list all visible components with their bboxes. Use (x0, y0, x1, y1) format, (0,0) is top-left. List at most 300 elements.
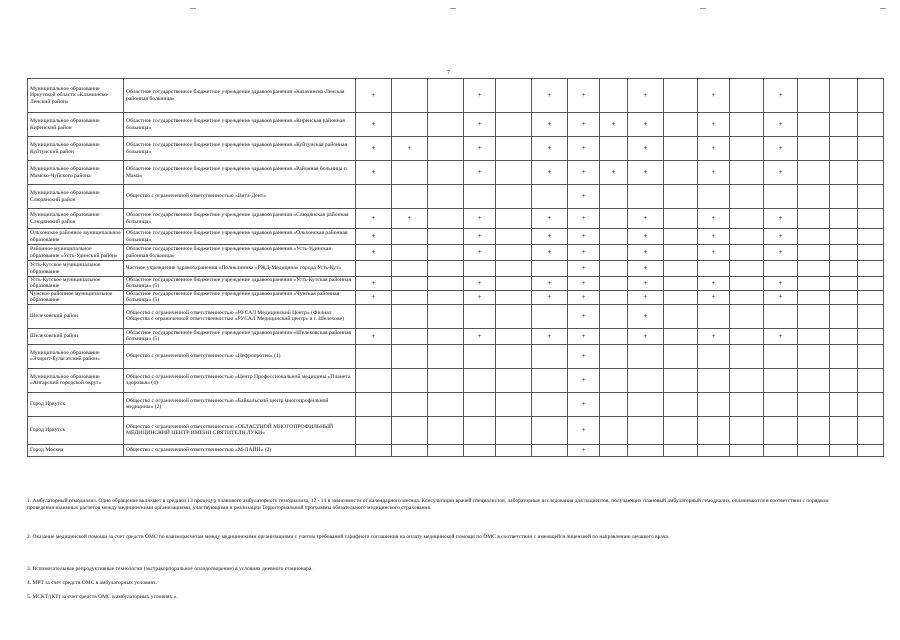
mark-cell: + (764, 245, 798, 261)
mark-cell (496, 304, 532, 328)
organization-cell: Областное государственное бюджетное учреждение здравоохранения «Слюдянская районная больница» (124, 209, 356, 229)
mark-cell: + (532, 277, 568, 291)
mark-cell (830, 290, 858, 304)
mark-cell: + (698, 79, 730, 113)
mark-cell (798, 229, 830, 245)
mark-cell (600, 137, 628, 161)
mark-cell (830, 161, 858, 185)
mark-cell (830, 209, 858, 229)
mark-cell (356, 444, 392, 456)
mark-cell (356, 416, 392, 444)
mark-cell (798, 344, 830, 368)
mark-cell (532, 185, 568, 209)
mark-cell (798, 137, 830, 161)
mark-cell (600, 304, 628, 328)
mark-cell (392, 277, 428, 291)
table-row (28, 277, 884, 291)
mark-cell (628, 368, 664, 392)
mark-cell (600, 344, 628, 368)
mark-cell: + (464, 245, 496, 261)
mark-cell (428, 344, 464, 368)
area-cell: Муниципальное образование Мамско-Чуйского района (28, 161, 124, 185)
mark-cell: + (568, 113, 600, 137)
mark-cell: + (600, 161, 628, 185)
organization-cell: Областное государственное бюджетное учреждение здравоохранения «Куйтунская районная больница» (124, 137, 356, 161)
mark-cell (858, 261, 884, 277)
mark-cell (664, 416, 698, 444)
organization-cell: Общество с ограниченной ответственностью «Нефропротек» (1) (124, 344, 356, 368)
scan-mark (700, 8, 706, 9)
mark-cell: + (356, 277, 392, 291)
mark-cell (664, 209, 698, 229)
mark-cell (664, 229, 698, 245)
mark-cell (798, 245, 830, 261)
mark-cell (730, 416, 764, 444)
mark-cell (600, 79, 628, 113)
mark-cell (730, 113, 764, 137)
mark-cell (532, 416, 568, 444)
mark-cell: + (356, 229, 392, 245)
mark-cell (428, 290, 464, 304)
mark-cell (830, 368, 858, 392)
mark-cell (764, 416, 798, 444)
area-cell: Муниципальное образование Киренский район (28, 113, 124, 137)
mark-cell: + (628, 229, 664, 245)
mark-cell: + (764, 277, 798, 291)
mark-cell: + (532, 209, 568, 229)
organization-cell: Областное государственное бюджетное учреждение здравоохранения «Шелеховская районная больница» (5) (124, 328, 356, 344)
mark-cell (600, 185, 628, 209)
mark-cell (356, 344, 392, 368)
mark-cell (392, 368, 428, 392)
organization-cell: Областное государственное бюджетное учреждение здравоохранения «Казачинско-Ленская районная больница» (124, 79, 356, 113)
mark-cell (496, 416, 532, 444)
mark-cell (698, 344, 730, 368)
scan-mark (450, 8, 456, 9)
mark-cell (496, 368, 532, 392)
mark-cell (600, 245, 628, 261)
mark-cell: + (698, 290, 730, 304)
mark-cell: + (568, 185, 600, 209)
mark-cell (730, 245, 764, 261)
mark-cell (798, 277, 830, 291)
mark-cell (664, 185, 698, 209)
mark-cell (730, 444, 764, 456)
mark-cell (428, 392, 464, 416)
mark-cell (698, 392, 730, 416)
mark-cell (356, 392, 392, 416)
area-cell: Муниципальное образование «Эхирит-Булагатский район» (28, 344, 124, 368)
mark-cell (664, 344, 698, 368)
mark-cell (798, 79, 830, 113)
mark-cell (496, 245, 532, 261)
mark-cell (600, 277, 628, 291)
mark-cell: + (532, 290, 568, 304)
mark-cell: + (568, 209, 600, 229)
mark-cell (858, 209, 884, 229)
mark-cell (664, 245, 698, 261)
mark-cell (798, 392, 830, 416)
mark-cell: + (698, 229, 730, 245)
mark-cell (858, 290, 884, 304)
mark-cell (798, 161, 830, 185)
mark-cell (392, 416, 428, 444)
mark-cell (464, 416, 496, 444)
mark-cell (428, 277, 464, 291)
mark-cell (858, 137, 884, 161)
mark-cell (600, 368, 628, 392)
mark-cell (464, 444, 496, 456)
organization-cell: Частное учреждение здравоохранения «Поликлиника «РЖД-Медицина» города Усть-Кут» (124, 261, 356, 277)
mark-cell (428, 185, 464, 209)
mark-cell: + (628, 277, 664, 291)
mark-cell (392, 290, 428, 304)
mark-cell (496, 161, 532, 185)
mark-cell (830, 113, 858, 137)
mark-cell: + (628, 137, 664, 161)
mark-cell: + (764, 229, 798, 245)
mark-cell: + (568, 328, 600, 344)
mark-cell (428, 416, 464, 444)
mark-cell (798, 290, 830, 304)
mark-cell (600, 444, 628, 456)
mark-cell: + (698, 277, 730, 291)
mark-cell (730, 209, 764, 229)
mark-cell (798, 444, 830, 456)
mark-cell (830, 185, 858, 209)
mark-cell (698, 304, 730, 328)
mark-cell: + (600, 113, 628, 137)
mark-cell (858, 245, 884, 261)
table-row (28, 444, 884, 456)
mark-cell (858, 113, 884, 137)
mark-cell: + (356, 245, 392, 261)
footnote: 3. Вспомогательные репродуктивные технологии (экстракорпоральное оплодотворение) в условиях дневного стационара. (27, 566, 313, 572)
mark-cell (496, 229, 532, 245)
mark-cell (830, 444, 858, 456)
mark-cell (798, 185, 830, 209)
mark-cell (532, 368, 568, 392)
mark-cell (356, 304, 392, 328)
mark-cell (730, 392, 764, 416)
mark-cell (858, 416, 884, 444)
mark-cell (798, 368, 830, 392)
mark-cell (830, 261, 858, 277)
mark-cell (664, 261, 698, 277)
mark-cell: + (532, 328, 568, 344)
mark-cell: + (628, 161, 664, 185)
mark-cell (730, 290, 764, 304)
mark-cell (858, 304, 884, 328)
mark-cell (356, 185, 392, 209)
mark-cell: + (628, 304, 664, 328)
mark-cell (664, 304, 698, 328)
mark-cell (628, 416, 664, 444)
mark-cell (858, 229, 884, 245)
organization-cell: Общество с ограниченной ответственностью «Байкальский центр многопрофильной медицины» (2) (124, 392, 356, 416)
mark-cell: + (764, 137, 798, 161)
mark-cell (428, 113, 464, 137)
mark-cell: + (698, 245, 730, 261)
mark-cell (496, 79, 532, 113)
mark-cell (392, 444, 428, 456)
mark-cell (496, 113, 532, 137)
area-cell: Чунское районное муниципальное образование (28, 290, 124, 304)
mark-cell: + (356, 290, 392, 304)
area-cell: Усть-Кутское муниципальное образование (28, 277, 124, 291)
mark-cell (858, 185, 884, 209)
mark-cell (392, 261, 428, 277)
mark-cell: + (628, 209, 664, 229)
mark-cell (664, 277, 698, 291)
organization-cell: Общество с ограниченной ответственностью «Вита-Дент» (124, 185, 356, 209)
mark-cell (730, 185, 764, 209)
table-row (28, 185, 884, 209)
mark-cell (428, 79, 464, 113)
mark-cell (698, 368, 730, 392)
mark-cell (830, 229, 858, 245)
mark-cell: + (568, 161, 600, 185)
mark-cell (392, 344, 428, 368)
mark-cell (392, 185, 428, 209)
organization-cell: Общество с ограниченной ответственностью «Центр Профессиональной медицины «Планета здоровья» (4) (124, 368, 356, 392)
mark-cell (858, 79, 884, 113)
mark-cell: + (568, 137, 600, 161)
mark-cell: + (628, 113, 664, 137)
mark-cell: + (356, 209, 392, 229)
mark-cell (858, 392, 884, 416)
mark-cell: + (568, 392, 600, 416)
mark-cell: + (568, 229, 600, 245)
mark-cell (730, 261, 764, 277)
mark-cell (798, 209, 830, 229)
table-row (28, 229, 884, 245)
mark-cell (764, 304, 798, 328)
table-row (28, 209, 884, 229)
mark-cell (730, 368, 764, 392)
mark-cell: + (356, 113, 392, 137)
table-row (28, 245, 884, 261)
mark-cell: + (568, 444, 600, 456)
mark-cell (532, 344, 568, 368)
mark-cell (798, 416, 830, 444)
area-cell: Город Москва (28, 444, 124, 456)
mark-cell: + (568, 368, 600, 392)
mark-cell: + (568, 79, 600, 113)
mark-cell (664, 368, 698, 392)
table-row (28, 79, 884, 113)
mark-cell (532, 304, 568, 328)
mark-cell: + (464, 113, 496, 137)
area-cell: Муниципальное образование Слюдянский район (28, 185, 124, 209)
mark-cell (464, 261, 496, 277)
mark-cell (428, 328, 464, 344)
table-row (28, 113, 884, 137)
mark-cell (730, 161, 764, 185)
mark-cell (830, 245, 858, 261)
mark-cell (628, 444, 664, 456)
mark-cell: + (698, 113, 730, 137)
mark-cell: + (532, 229, 568, 245)
mark-cell: + (464, 137, 496, 161)
mark-cell: + (464, 229, 496, 245)
area-cell: Город Иркутск (28, 416, 124, 444)
mark-cell (496, 344, 532, 368)
mark-cell (664, 161, 698, 185)
mark-cell (764, 368, 798, 392)
mark-cell: + (356, 161, 392, 185)
mark-cell (664, 444, 698, 456)
mark-cell (392, 79, 428, 113)
mark-cell (464, 185, 496, 209)
mark-cell: + (764, 79, 798, 113)
table-row (28, 304, 884, 328)
mark-cell (532, 392, 568, 416)
area-cell: Муниципальное образование Слюдянский район (28, 209, 124, 229)
mark-cell (428, 245, 464, 261)
mark-cell (664, 392, 698, 416)
footnote: 4. МРТ за счет средств ОМС в амбулаторных условиях. (27, 580, 158, 586)
mark-cell (664, 328, 698, 344)
mark-cell (830, 344, 858, 368)
area-cell: Ольхонское районное муниципальное образование (28, 229, 124, 245)
footnote: 5. МСКТ/(КТ) за счет средств ОМС в амбулаторных условиях.». (27, 594, 178, 600)
mark-cell (600, 290, 628, 304)
table-row (28, 328, 884, 344)
mark-cell (830, 79, 858, 113)
mark-cell: + (568, 304, 600, 328)
mark-cell (532, 261, 568, 277)
mark-cell: + (532, 113, 568, 137)
mark-cell (628, 344, 664, 368)
mark-cell: + (532, 245, 568, 261)
mark-cell (798, 328, 830, 344)
table-row (28, 344, 884, 368)
organizations-table (27, 78, 884, 457)
mark-cell (628, 392, 664, 416)
mark-cell (730, 137, 764, 161)
organization-cell: Областное государственное бюджетное учреждение здравоохранения «Усть-Удинская районная больница» (124, 245, 356, 261)
mark-cell (600, 209, 628, 229)
mark-cell (356, 368, 392, 392)
mark-cell (628, 185, 664, 209)
mark-cell (496, 277, 532, 291)
organization-cell: Областное государственное бюджетное учреждение здравоохранения «Районная больница п. Мама» (124, 161, 356, 185)
mark-cell (764, 344, 798, 368)
mark-cell (600, 229, 628, 245)
table-row (28, 261, 884, 277)
mark-cell (428, 304, 464, 328)
area-cell: Районное муниципальное образование «Усть-Удинский район» (28, 245, 124, 261)
mark-cell (730, 328, 764, 344)
mark-cell (664, 290, 698, 304)
mark-cell (392, 304, 428, 328)
mark-cell (428, 444, 464, 456)
mark-cell: + (464, 209, 496, 229)
mark-cell (858, 328, 884, 344)
mark-cell: + (698, 161, 730, 185)
mark-cell (858, 444, 884, 456)
mark-cell: + (464, 328, 496, 344)
mark-cell (730, 79, 764, 113)
mark-cell (496, 328, 532, 344)
table-row (28, 392, 884, 416)
mark-cell (764, 444, 798, 456)
mark-cell: + (392, 137, 428, 161)
area-cell: Шелеховский район (28, 328, 124, 344)
mark-cell (464, 304, 496, 328)
mark-cell (464, 368, 496, 392)
area-cell: Муниципальное образование Куйтунский район (28, 137, 124, 161)
organization-cell: Общество с ограниченной ответственностью «РУСАЛ Медицинский Центр» (Филиал Общества с ограниченной ответственностью «РУСАЛ Медицинский центр» в г. Шелехове) (124, 304, 356, 328)
mark-cell: + (764, 290, 798, 304)
mark-cell (428, 229, 464, 245)
mark-cell (356, 261, 392, 277)
mark-cell (830, 328, 858, 344)
mark-cell (392, 245, 428, 261)
area-cell: Город Иркутск (28, 392, 124, 416)
mark-cell (464, 392, 496, 416)
mark-cell (798, 261, 830, 277)
table-row (28, 416, 884, 444)
mark-cell (764, 392, 798, 416)
mark-cell: + (532, 79, 568, 113)
mark-cell (858, 161, 884, 185)
mark-cell (664, 113, 698, 137)
mark-cell (664, 79, 698, 113)
mark-cell (698, 444, 730, 456)
mark-cell (698, 261, 730, 277)
mark-cell (830, 304, 858, 328)
mark-cell: + (568, 245, 600, 261)
mark-cell (830, 137, 858, 161)
page-number: 7 (447, 70, 450, 76)
organization-cell: Областное государственное бюджетное учреждение здравоохранения «Ольхонская районная больница» (124, 229, 356, 245)
organization-cell: Общество с ограниченной ответственностью «М-ЛАЙН» (2) (124, 444, 356, 456)
mark-cell (392, 229, 428, 245)
mark-cell: + (764, 113, 798, 137)
mark-cell (428, 137, 464, 161)
mark-cell (496, 392, 532, 416)
mark-cell: + (568, 277, 600, 291)
mark-cell (428, 209, 464, 229)
organization-cell: Областное государственное бюджетное учреждение здравоохранения «Усть-Кутская районная больница» (5) (124, 277, 356, 291)
mark-cell: + (698, 137, 730, 161)
mark-cell: + (532, 137, 568, 161)
mark-cell: + (628, 79, 664, 113)
mark-cell (600, 392, 628, 416)
mark-cell: + (764, 209, 798, 229)
mark-cell: + (628, 245, 664, 261)
organization-cell: Областное государственное бюджетное учреждение здравоохранения «Киренская районная больница» (124, 113, 356, 137)
mark-cell: + (356, 328, 392, 344)
footnote: 2. Оказание медицинской помощи за счет средств ОМС по взаиморасчетам между медицинскими организациями с учетом требований тарифного соглашения на оплату медицинской помощи по ОМС в соответствии с имеющейся лицензией по направлению лечащего врача. (27, 534, 670, 540)
mark-cell: + (628, 261, 664, 277)
table-row (28, 137, 884, 161)
mark-cell (496, 290, 532, 304)
mark-cell (428, 261, 464, 277)
mark-cell (830, 392, 858, 416)
mark-cell (730, 277, 764, 291)
mark-cell (496, 137, 532, 161)
footnote: 1. Амбулаторный гемодиализ. Одно обращение включает в среднем 13 процедур планового амбулаторного гемодиализа, 12 - 14 в зависимости от календарного месяца. Консультации врачей специалистов, лабораторные исследования для пациентов, получающих плановый амбулаторный гемодиализ, оплачиваются в соответствии с порядком проведения взаимных расчетов между медицинскими организациями, участвующими в реализации Территориальной программы обязательного медицинского страхования. (27, 498, 829, 511)
mark-cell (730, 344, 764, 368)
table-row (28, 368, 884, 392)
mark-cell (664, 137, 698, 161)
mark-cell: + (628, 328, 664, 344)
mark-cell (392, 113, 428, 137)
mark-cell (392, 161, 428, 185)
